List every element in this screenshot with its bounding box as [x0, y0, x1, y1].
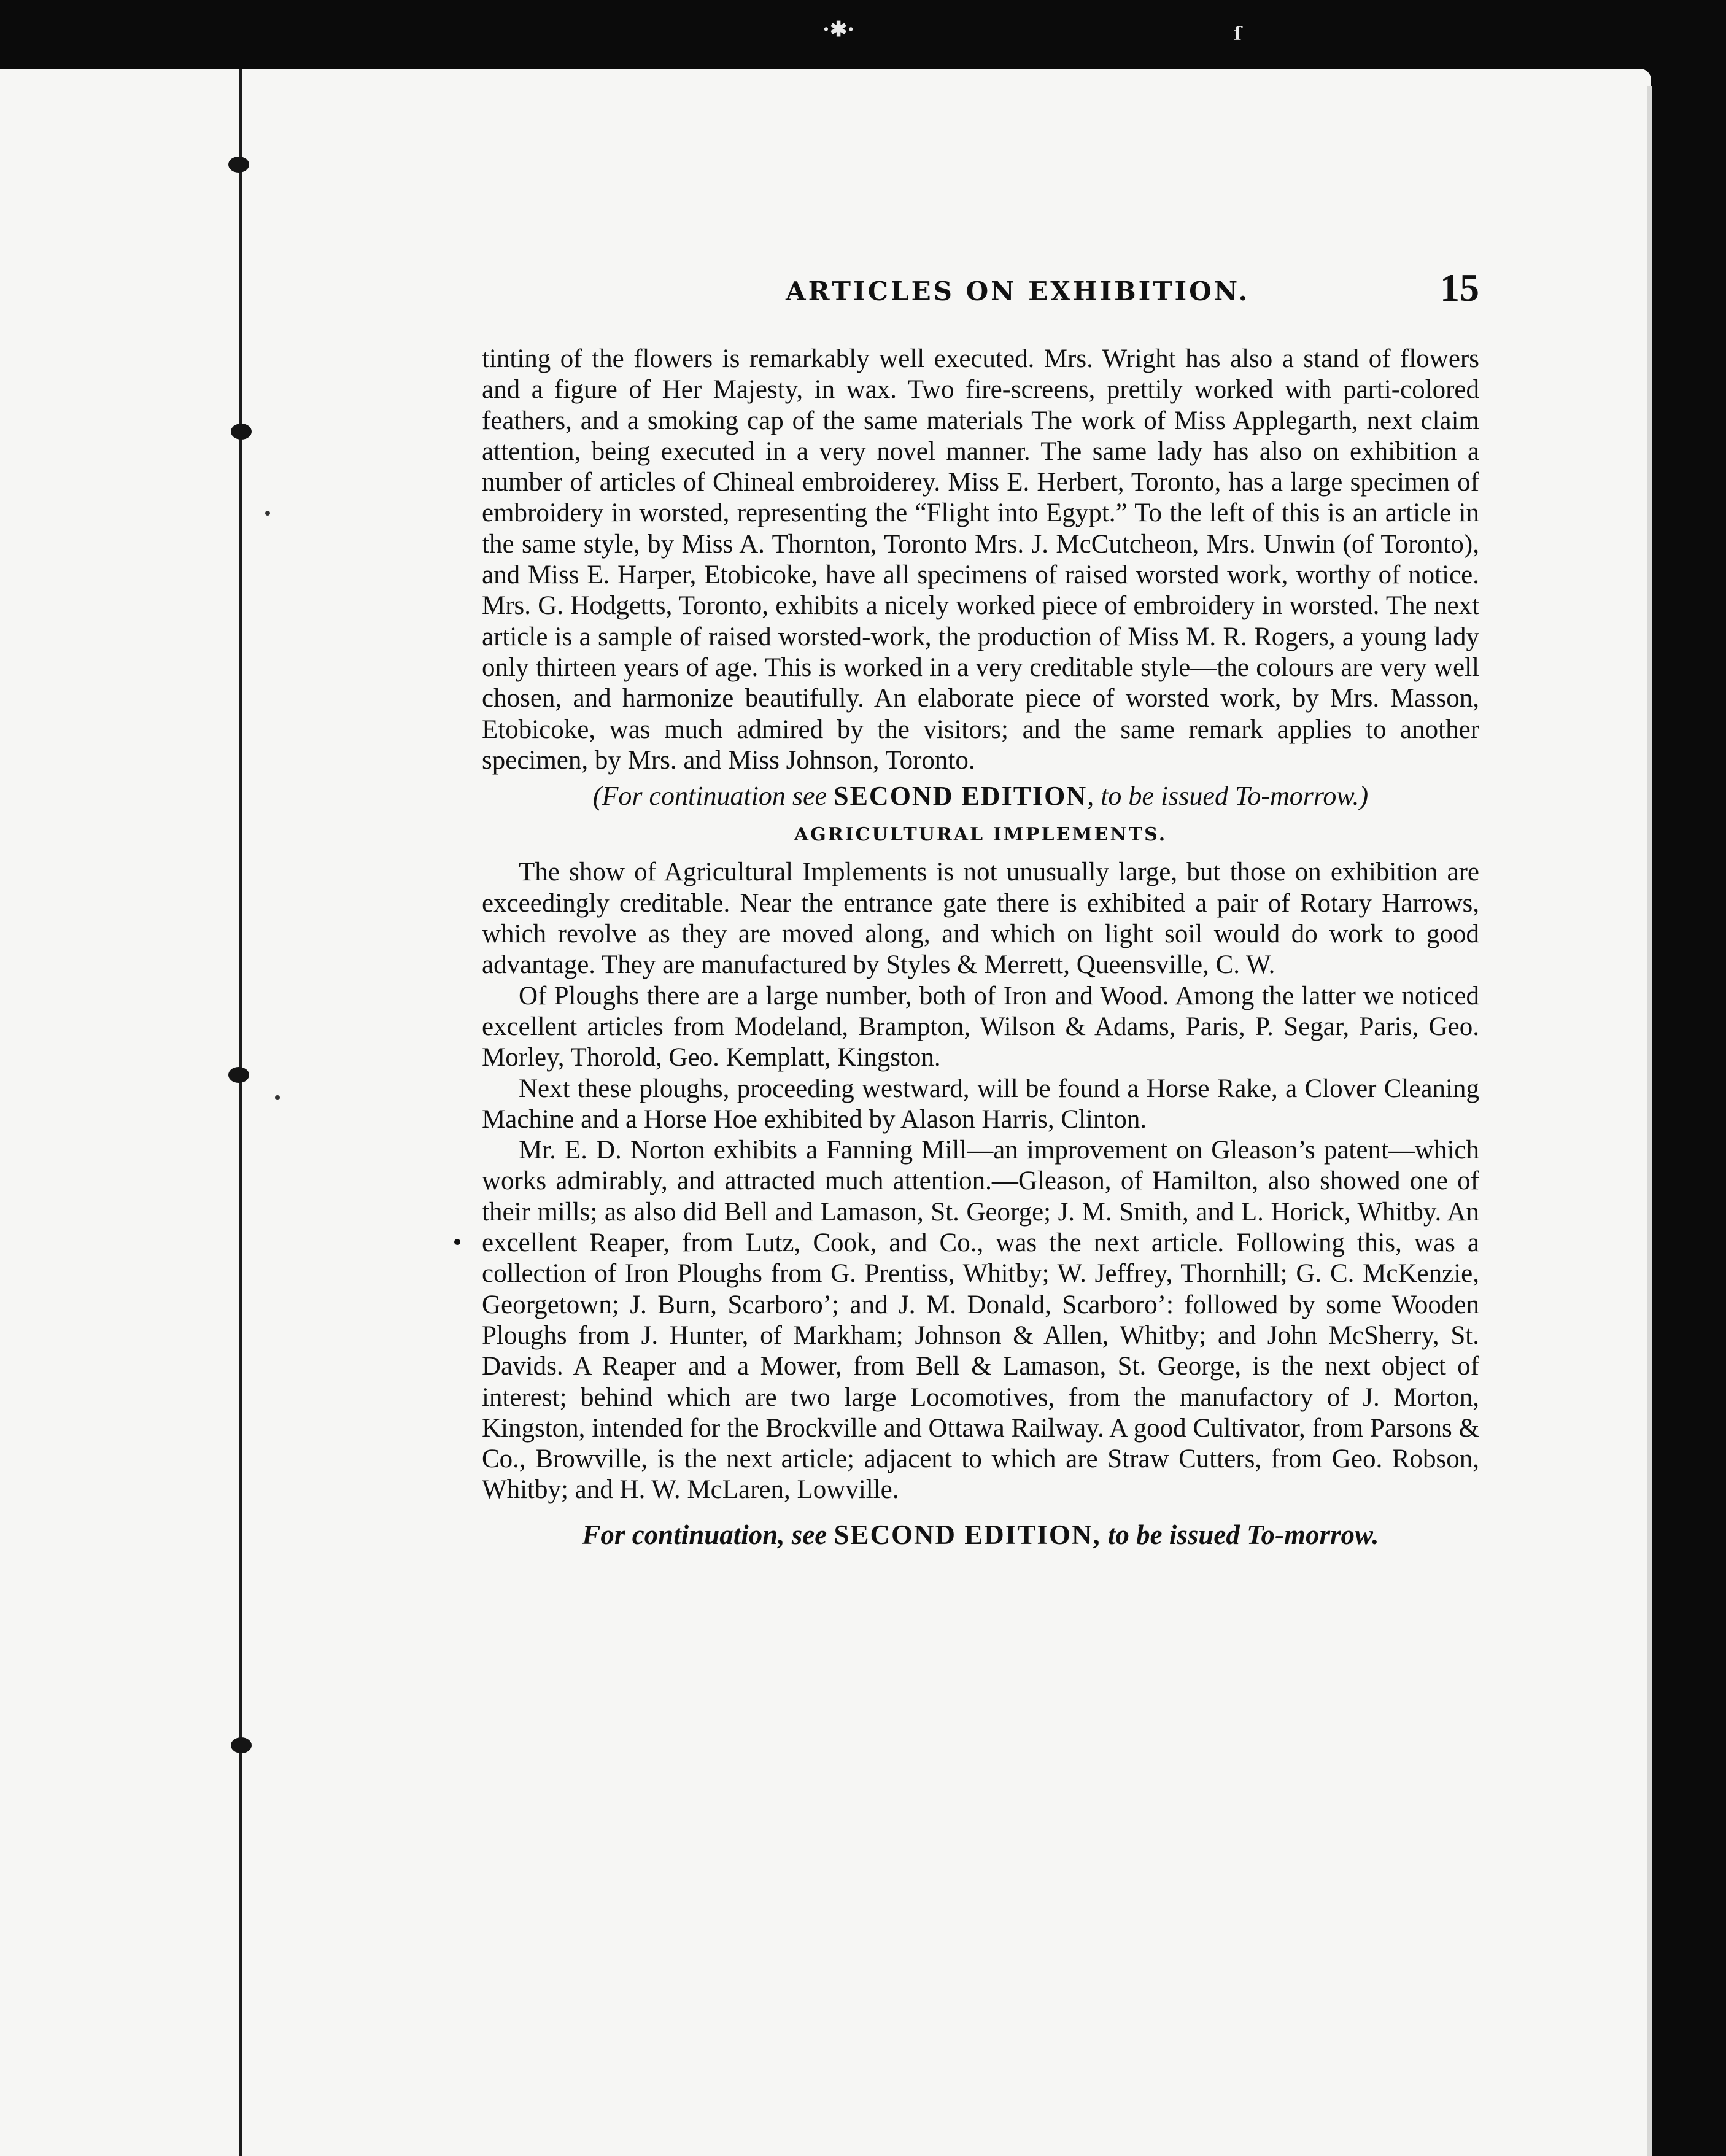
binding-hole [228, 1067, 249, 1083]
continuation-edition: SECOND EDITION [834, 781, 1088, 812]
page-header [482, 265, 1479, 312]
speck [454, 1239, 460, 1245]
final-continuation-open: For continuation, see [582, 1519, 834, 1550]
running-head: ARTICLES ON EXHIBITION. [786, 276, 1250, 306]
paragraph-fanning-mill: Mr. E. D. Norton exhibits a Fanning Mill—an improvement on Gleason’s patent—which works admirably, and attracted much attention.—Gleason, of Hamilton, also showed one of their mills; as also did Bell and Lamason, St. George; J. M. Smith, and L. Horick, Whitby. An excellent Reaper, from Lutz, Cook, and Co., was the next article. Following this, was a collection of Iron Ploughs from G. Prentiss, Whitby; W. Jeffrey, Thornhill; G. C. McKenzie, Georgetown; J. Burn, Scarboro’; and J. M. Donald, Scarboro’: followed by some Wooden Ploughs from J. Hunter, of Markham; Johnson & Allen, Whitby; and John McSherry, St. Davids. A Reaper and a Mower, from Bell & Lamason, St. George, is the next object of interest; behind which are two large Locomotives, from the manufactory of J. Morton, Kingston, intended for the Brockville and Ottawa Railway. A good Cultivator, from Parsons & Co., Browville, is the next article; adjacent to which are Straw Cutters, from Geo. Robson, Whitby; and H. W. McLaren, Lowville. [482, 1136, 1479, 1505]
body-text [482, 344, 1479, 1550]
final-continuation-close: to be issued To-morrow. [1101, 1519, 1379, 1550]
page-number: 15 [1440, 266, 1479, 309]
continuation-notice [482, 781, 1479, 812]
final-continuation-notice [482, 1519, 1479, 1550]
speck [265, 511, 270, 516]
paragraph-implements: The show of Agricultural Implements is not unusually large, but those on exhibition are exceedingly creditable. Near the entrance gate there is exhibited a pair of Rotary Harrows, which revolve as they are moved along, and which on light soil would do work to good advantage. They are manufactured by Styles & Merrett, Queensville, C. W. [482, 858, 1479, 980]
scan-top-mark: ·✱· [822, 17, 855, 42]
speck [275, 1095, 280, 1100]
gutter-line [239, 69, 242, 2156]
paragraph-horse-rake: Next these ploughs, proceeding westward, will be found a Horse Rake, a Clover Cleaning Machine and a Horse Hoe exhibited by Alason Harris, Clinton. [482, 1074, 1479, 1134]
binding-hole [228, 157, 249, 173]
continuation-close: , to be issued To-morrow.) [1087, 781, 1369, 812]
page-edge [1647, 86, 1652, 2156]
binding-hole [231, 424, 252, 440]
paragraph-ploughs: Of Ploughs there are a large number, both of Iron and Wood. Among the latter we noticed excellent articles from Modeland, Brampton, Wilson & Adams, Paris, P. Segar, Paris, Geo. Morley, Thorold, Geo. Kemplatt, Kingston. [482, 981, 1479, 1072]
paragraph-flowers: tinting of the flowers is remarkably well executed. Mrs. Wright has also a stand of flowers and a figure of Her Majesty, in wax. Two fire-screens, prettily worked with parti-colored feathers, and a smoking cap of the same materials The work of Miss Applegarth, next claim attention, being executed in a very novel manner. The same lady has also on exhibition a number of articles of Chineal embroiderey. Miss E. Herbert, Toronto, has a large specimen of embroidery in worsted, representing the “Flight into Egypt.” To the left of this is an article in the same style, by Miss A. Thornton, Toronto Mrs. J. McCutcheon, Mrs. Unwin (of Toronto), and Miss E. Harper, Etobicoke, have all specimens of raised worsted work, worthy of notice. Mrs. G. Hodgetts, Toronto, exhibits a nicely worked piece of embroidery in worsted. The next article is a sample of raised worsted-work, the production of Miss M. R. Rogers, a young lady only thirteen years of age. This is worked in a very creditable style—the colours are very well chosen, and harmonize beautifully. An elaborate piece of worsted work, by Mrs. Masson, Etobicoke, was much admired by the visitors; and the same remark applies to another specimen, by Mrs. and Miss Johnson, Toronto. [482, 344, 1479, 775]
section-heading: AGRICULTURAL IMPLEMENTS. [794, 824, 1167, 846]
continuation-open: (For continuation see [592, 781, 834, 812]
final-continuation-edition: SECOND EDITION, [834, 1519, 1101, 1550]
binding-hole [231, 1737, 252, 1753]
scan-top-mark-right: ſ [1234, 23, 1242, 45]
